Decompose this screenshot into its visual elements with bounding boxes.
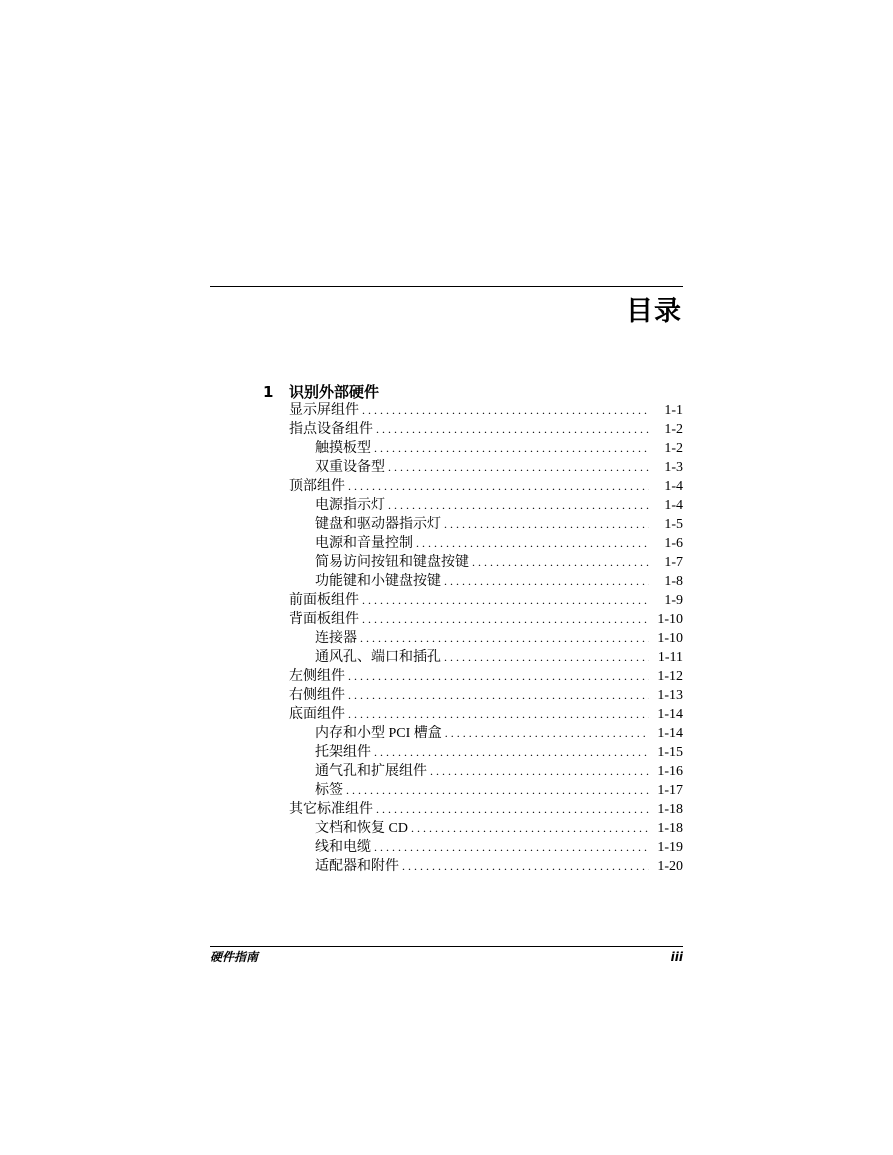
toc-subentry[interactable] [289,515,683,534]
toc-entry-page: 1-14 [657,707,683,722]
toc-entry-label: 键盘和驱动器指示灯 [315,517,441,532]
toc-entry-page: 1-9 [664,593,683,608]
toc-subentry[interactable] [289,781,683,800]
dot-leader [416,534,649,553]
toc-subentry[interactable] [289,496,683,515]
toc-entry-page: 1-2 [664,441,683,456]
dot-leader [374,439,649,458]
toc-entry-page: 1-3 [664,460,683,475]
toc-entry-page: 1-10 [657,631,683,646]
toc-entry-label: 右侧组件 [289,688,345,703]
dot-leader [346,781,649,800]
toc-entry-page: 1-14 [657,726,683,741]
toc-subentry[interactable] [289,838,683,857]
toc-entry-label: 标签 [315,783,343,798]
dot-leader [388,496,649,515]
toc-entry-page: 1-4 [664,479,683,494]
toc-entry-label: 电源指示灯 [315,498,385,513]
toc-entry-page: 1-15 [657,745,683,760]
table-of-contents [289,401,683,876]
toc-entry-label: 左侧组件 [289,669,345,684]
toc-entry-page: 1-17 [657,783,683,798]
dot-leader [411,819,649,838]
toc-entry-page: 1-2 [664,422,683,437]
toc-entry-label: 显示屏组件 [289,403,359,418]
toc-entry-page: 1-8 [664,574,683,589]
toc-entry-label: 通风孔、端口和插孔 [315,650,441,665]
toc-subentry[interactable] [289,857,683,876]
chapter-number: 1 [263,383,274,401]
toc-entry-label: 电源和音量控制 [315,536,413,551]
chapter-heading[interactable] [263,382,683,402]
toc-entry-page: 1-13 [657,688,683,703]
dot-leader [348,667,649,686]
toc-entry-label: 指点设备组件 [289,422,373,437]
toc-entry-label: 背面板组件 [289,612,359,627]
toc-subentry[interactable] [289,534,683,553]
toc-entry-label: 双重设备型 [315,460,385,475]
page-title: 目录 [626,296,682,327]
dot-leader [362,610,649,629]
toc-entry-label: 适配器和附件 [315,859,399,874]
dot-leader [444,648,649,667]
toc-entry[interactable] [289,401,683,420]
toc-entry-page: 1-11 [657,650,683,665]
toc-entry-page: 1-10 [657,612,683,627]
dot-leader [376,800,649,819]
toc-entry[interactable] [289,591,683,610]
toc-subentry[interactable] [289,439,683,458]
toc-subentry[interactable] [289,629,683,648]
dot-leader [362,401,649,420]
toc-entry-page: 1-19 [657,840,683,855]
dot-leader [444,515,649,534]
toc-entry-page: 1-6 [664,536,683,551]
dot-leader [374,838,649,857]
toc-entry-label: 内存和小型 PCI 槽盒 [315,726,442,741]
toc-entry[interactable] [289,610,683,629]
toc-entry-page: 1-4 [664,498,683,513]
toc-entry[interactable] [289,667,683,686]
header-rule [210,286,683,287]
dot-leader [388,458,649,477]
toc-entry-label: 前面板组件 [289,593,359,608]
chapter-title: 识别外部硬件 [289,383,380,401]
toc-entry-page: 1-18 [657,821,683,836]
dot-leader [402,857,649,876]
toc-subentry[interactable] [289,458,683,477]
toc-entry-label: 通气孔和扩展组件 [315,764,427,779]
toc-entry-label: 线和电缆 [315,840,371,855]
dot-leader [360,629,649,648]
footer-rule [210,946,683,947]
toc-entry[interactable] [289,420,683,439]
toc-subentry[interactable] [289,762,683,781]
toc-entry-page: 1-20 [657,859,683,874]
toc-entry[interactable] [289,686,683,705]
toc-subentry[interactable] [289,572,683,591]
toc-entry-page: 1-5 [664,517,683,532]
toc-subentry[interactable] [289,724,683,743]
toc-subentry[interactable] [289,648,683,667]
toc-entry-label: 托架组件 [315,745,371,760]
toc-entry[interactable] [289,800,683,819]
toc-entry-page: 1-7 [664,555,683,570]
dot-leader [348,477,649,496]
footer-document-title: 硬件指南 [210,950,259,964]
dot-leader [362,591,649,610]
footer-page-number: iii [670,950,683,964]
toc-entry-label: 顶部组件 [289,479,345,494]
dot-leader [348,705,649,724]
toc-subentry[interactable] [289,819,683,838]
dot-leader [445,724,649,743]
toc-subentry[interactable] [289,553,683,572]
toc-entry-label: 底面组件 [289,707,345,722]
toc-entry-page: 1-16 [657,764,683,779]
toc-entry-label: 功能键和小键盘按键 [315,574,441,589]
dot-leader [348,686,649,705]
toc-subentry[interactable] [289,743,683,762]
toc-entry-label: 文档和恢复 CD [315,821,408,836]
toc-entry[interactable] [289,477,683,496]
dot-leader [472,553,649,572]
toc-entry-label: 连接器 [315,631,357,646]
toc-entry[interactable] [289,705,683,724]
dot-leader [376,420,649,439]
dot-leader [374,743,649,762]
toc-entry-label: 简易访问按钮和键盘按键 [315,555,469,570]
dot-leader [430,762,649,781]
toc-entry-page: 1-12 [657,669,683,684]
toc-entry-label: 其它标准组件 [289,802,373,817]
dot-leader [444,572,649,591]
toc-entry-page: 1-18 [657,802,683,817]
toc-entry-page: 1-1 [664,403,683,418]
toc-entry-label: 触摸板型 [315,441,371,456]
